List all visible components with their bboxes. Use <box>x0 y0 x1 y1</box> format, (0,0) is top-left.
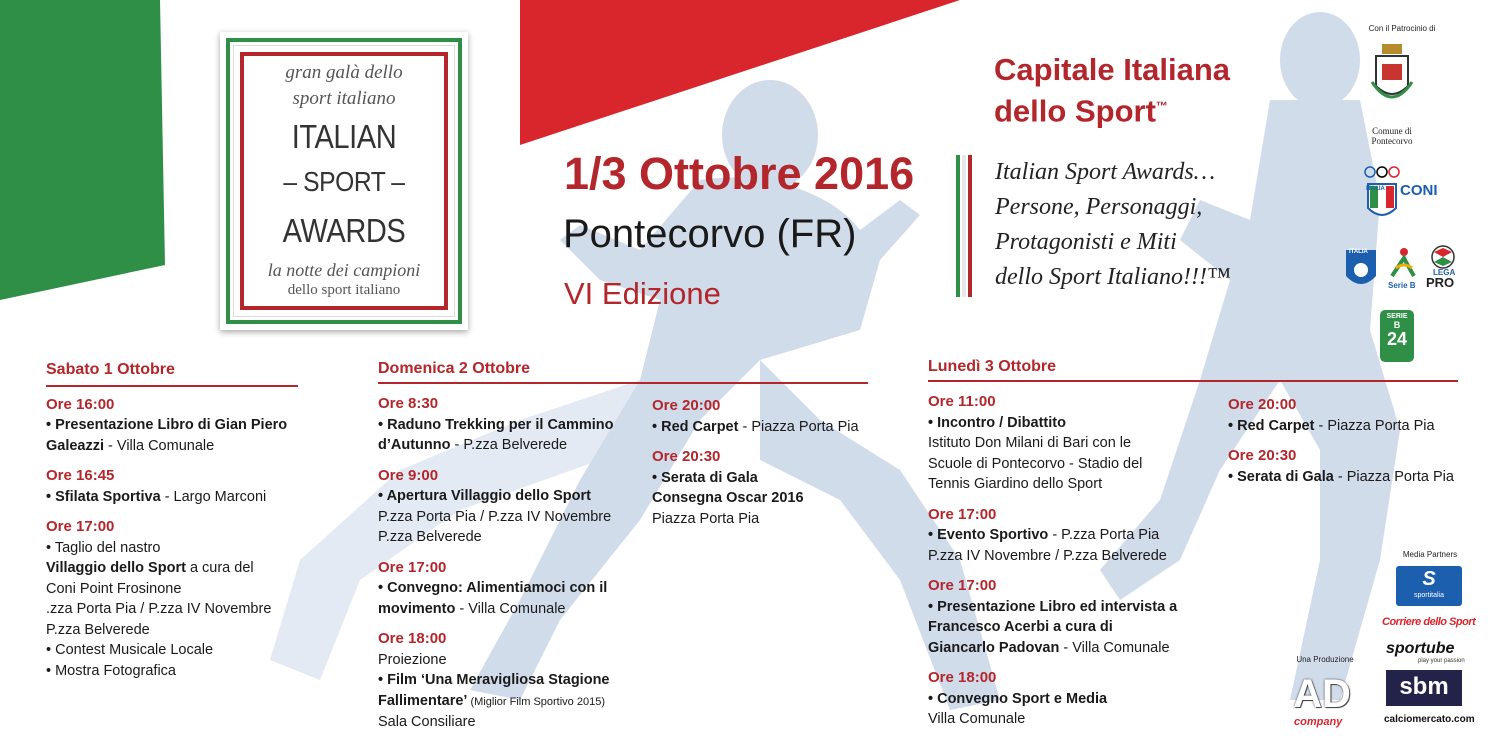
day1-item3-line1: • Taglio del nastro <box>46 539 161 556</box>
italian-sport-awards-logo <box>220 32 468 330</box>
pro-label: PRO <box>1426 275 1455 290</box>
day2-item2-place1: P.zza Porta Pia / P.zza IV Novembre <box>378 508 612 525</box>
sbm-logo: sbm <box>1386 670 1462 706</box>
day3-time6: Ore 20:30 <box>1228 447 1297 464</box>
tagline-line4: dello Sport Italiano!!!™ <box>995 264 1231 290</box>
day2-item6-place: Piazza Porta Pia <box>652 510 760 527</box>
event-place: Pontecorvo (FR) <box>563 212 857 256</box>
day3-item6-title: • Serata di Gala <box>1228 468 1334 485</box>
day3-item3-place: - Villa Comunale <box>1059 639 1170 656</box>
day2-time3: Ore 17:00 <box>378 558 447 576</box>
coni-italia-label: ITALIA <box>1366 186 1385 192</box>
day1-item1-title: • Presentazione Libro di Gian Piero Galeazzi <box>46 417 288 454</box>
day2-item5-title: • Red Carpet <box>652 418 739 435</box>
day2-item4-place: Sala Consiliare <box>378 714 476 730</box>
ad-company-label: company <box>1294 716 1343 728</box>
flag-green-shape <box>0 0 165 300</box>
day1-item1-place: - Villa Comunale <box>104 437 215 454</box>
day2-item6-title: • Serata di Gala <box>652 469 758 486</box>
day2-item1-place: - P.zza Belverede <box>450 437 568 453</box>
day2-item5-place: - Piazza Porta Pia <box>738 418 859 435</box>
event-date: 1/3 Ottobre 2016 <box>564 148 915 199</box>
logo-line1: gran galà dello <box>285 62 403 83</box>
day3-header <box>928 358 1458 382</box>
tagline-line3: Protagonisti e Miti <box>995 229 1177 255</box>
day3-item5-place: - Piazza Porta Pia <box>1314 417 1435 434</box>
serie-b-label: Serie B <box>1388 281 1416 290</box>
logo-line4: dello sport italiano <box>287 282 401 298</box>
day2-item4-note: (Miglior Film Sportivo 2015) <box>467 695 605 708</box>
day2-time5: Ore 20:00 <box>652 397 721 414</box>
sportitalia-label: sportitalia <box>1414 592 1444 599</box>
day2-time2: Ore 9:00 <box>378 466 439 484</box>
day3-item2 <box>928 505 1178 567</box>
coni-olympic-rings-icon <box>1362 164 1402 224</box>
day3-item6 <box>1228 446 1463 487</box>
day2-item3-place: - Villa Comunale <box>455 600 566 617</box>
serie-b-24-line2: B <box>1393 320 1401 330</box>
divider-red <box>968 155 972 297</box>
day2-heading: Domenica 2 Ottobre <box>378 360 868 384</box>
tagline-line1: Italian Sport Awards… <box>995 159 1216 185</box>
patronage-label: Con il Patrocinio di <box>1368 24 1436 33</box>
day3-item4-place: Villa Comunale <box>928 711 1026 727</box>
day1-item3-line6: • Contest Musicale Locale <box>46 642 214 658</box>
day2-item4 <box>378 629 633 733</box>
serie-b-24-line1: SERIE <box>1386 313 1408 320</box>
day1-item3-line3: Coni Point Frosinone <box>46 580 182 597</box>
day1-item2-title: • Sfilata Sportiva <box>46 488 161 505</box>
day2-item2-place2: P.zza Belverede <box>378 529 482 545</box>
day3-item1 <box>928 392 1178 495</box>
day1-item3-line4: .zza Porta Pia / P.zza IV Novembre <box>46 601 272 617</box>
day3-item5-title: • Red Carpet <box>1228 417 1315 434</box>
trademark: ™ <box>1155 99 1168 113</box>
logo-sport: – SPORT – <box>283 166 405 197</box>
day1-item3-title: Villaggio dello Sport <box>46 560 186 576</box>
day3-item3 <box>928 576 1178 658</box>
day2-item1-title: • Raduno Trekking per il Cammino d’Autunno <box>378 416 614 453</box>
day3-time5: Ore 20:00 <box>1228 396 1297 413</box>
day1-item3-line5: P.zza Belverede <box>46 621 150 638</box>
day2-item2 <box>378 466 633 548</box>
serie-b-24-badge <box>1380 310 1414 362</box>
day3-item2-place2: P.zza IV Novembre / P.zza Belverede <box>928 547 1167 564</box>
logo-italian: ITALIAN <box>291 118 397 155</box>
day2-column-right <box>652 396 867 539</box>
divider-green <box>956 155 960 297</box>
comune-line1: Comune di <box>1372 126 1412 136</box>
day1-item2-place: - Largo Marconi <box>160 488 267 505</box>
day3-item1-desc: Istituto Don Milani di Bari con le Scuole di Pontecorvo - Stadio del Tennis Giardino dello Sport <box>928 435 1143 492</box>
day3-time2: Ore 17:00 <box>928 505 997 523</box>
serie-b-logo-icon <box>1386 246 1420 282</box>
comune-label <box>1362 126 1422 146</box>
day3-time4: Ore 18:00 <box>928 669 997 686</box>
capitale-line1: Capitale Italiana <box>994 52 1231 87</box>
day2-header <box>378 360 868 384</box>
day2-item3-title: • Convegno: Alimentiamoci con il movimento <box>378 580 608 617</box>
calciomercato-logo: calciomercato.com <box>1384 714 1475 725</box>
day1-item3-curator: a cura del <box>185 560 254 576</box>
day3-item5 <box>1228 395 1463 436</box>
logo-line3: la notte dei campioni <box>267 260 421 280</box>
figc-label: ITALIA <box>1349 249 1368 255</box>
logo-awards: AWARDS <box>282 212 406 249</box>
day3-time1: Ore 11:00 <box>928 393 996 410</box>
corriere-logo: Corriere dello Sport <box>1382 616 1476 628</box>
day1-item2 <box>46 466 298 507</box>
day2-item2-title: • Apertura Villaggio dello Sport <box>378 488 591 504</box>
ad-company-logo: AD <box>1293 672 1351 716</box>
day3-item2-place1: - P.zza Porta Pia <box>1048 527 1160 543</box>
day3-column-right <box>1228 395 1463 497</box>
day1-column <box>46 360 298 691</box>
tagline-line2: Persone, Personaggi, <box>995 194 1203 220</box>
day2-item4-title: • Film ‘Una Meravigliosa Stagione Fallimentare’ <box>378 672 610 709</box>
day1-item3 <box>46 517 298 681</box>
lega-label: LEGA <box>1433 268 1456 277</box>
serie-b-24-line3: 24 <box>1386 329 1408 349</box>
comune-coat-of-arms-icon <box>1370 42 1414 122</box>
sportube-sub: play your passion <box>1418 658 1465 664</box>
day1-time1: Ore 16:00 <box>46 395 115 413</box>
coni-label: CONI <box>1400 182 1438 199</box>
day1-time3: Ore 17:00 <box>46 518 115 535</box>
day3-item4 <box>928 668 1178 730</box>
day3-heading: Lunedì 3 Ottobre <box>928 358 1458 382</box>
capitale-line2: dello Sport <box>994 93 1156 129</box>
day3-item4-title: • Convegno Sport e Media <box>928 690 1108 707</box>
day3-item1-title: • Incontro / Dibattito <box>928 414 1066 431</box>
day2-item1 <box>378 394 633 456</box>
day2-time6: Ore 20:30 <box>652 448 721 465</box>
divider-white <box>962 155 966 297</box>
capitale-line2-wrap <box>994 88 1230 129</box>
tagline <box>995 155 1231 295</box>
day2-item4-line1: Proiezione <box>378 651 447 668</box>
day2-time1: Ore 8:30 <box>378 395 439 412</box>
media-partners-label: Media Partners <box>1402 550 1458 559</box>
production-label: Una Produzione <box>1296 655 1354 664</box>
day1-heading: Sabato 1 Ottobre <box>46 360 298 387</box>
lega-pro-ball-icon <box>1426 244 1460 270</box>
comune-line2: Pontecorvo <box>1371 136 1413 146</box>
day2-item3 <box>378 558 633 620</box>
day3-item6-place: - Piazza Porta Pia <box>1333 468 1454 485</box>
day3-column-left <box>928 392 1178 740</box>
day3-time3: Ore 17:00 <box>928 577 997 594</box>
day3-item2-title: • Evento Sportivo <box>928 527 1049 543</box>
day1-item3-line7: • Mostra Fotografica <box>46 662 176 679</box>
day2-column-left <box>378 394 633 743</box>
sportitalia-logo: S sportitalia <box>1396 566 1462 606</box>
day2-item5 <box>652 396 867 437</box>
day2-item6 <box>652 447 867 529</box>
logo-line2: sport italiano <box>292 88 396 109</box>
sportube-logo: sportube <box>1386 640 1455 657</box>
day3-item3-title: • Presentazione Libro ed intervista a Francesco Acerbi a cura di Giancarlo Padovan <box>928 598 1178 656</box>
day1-item1 <box>46 395 298 457</box>
event-edition: VI Edizione <box>564 276 721 311</box>
capitale-title <box>994 52 1230 129</box>
day2-item6-subtitle: Consegna Oscar 2016 <box>652 490 804 506</box>
day1-time2: Ore 16:45 <box>46 467 115 484</box>
day2-time4: Ore 18:00 <box>378 630 447 647</box>
